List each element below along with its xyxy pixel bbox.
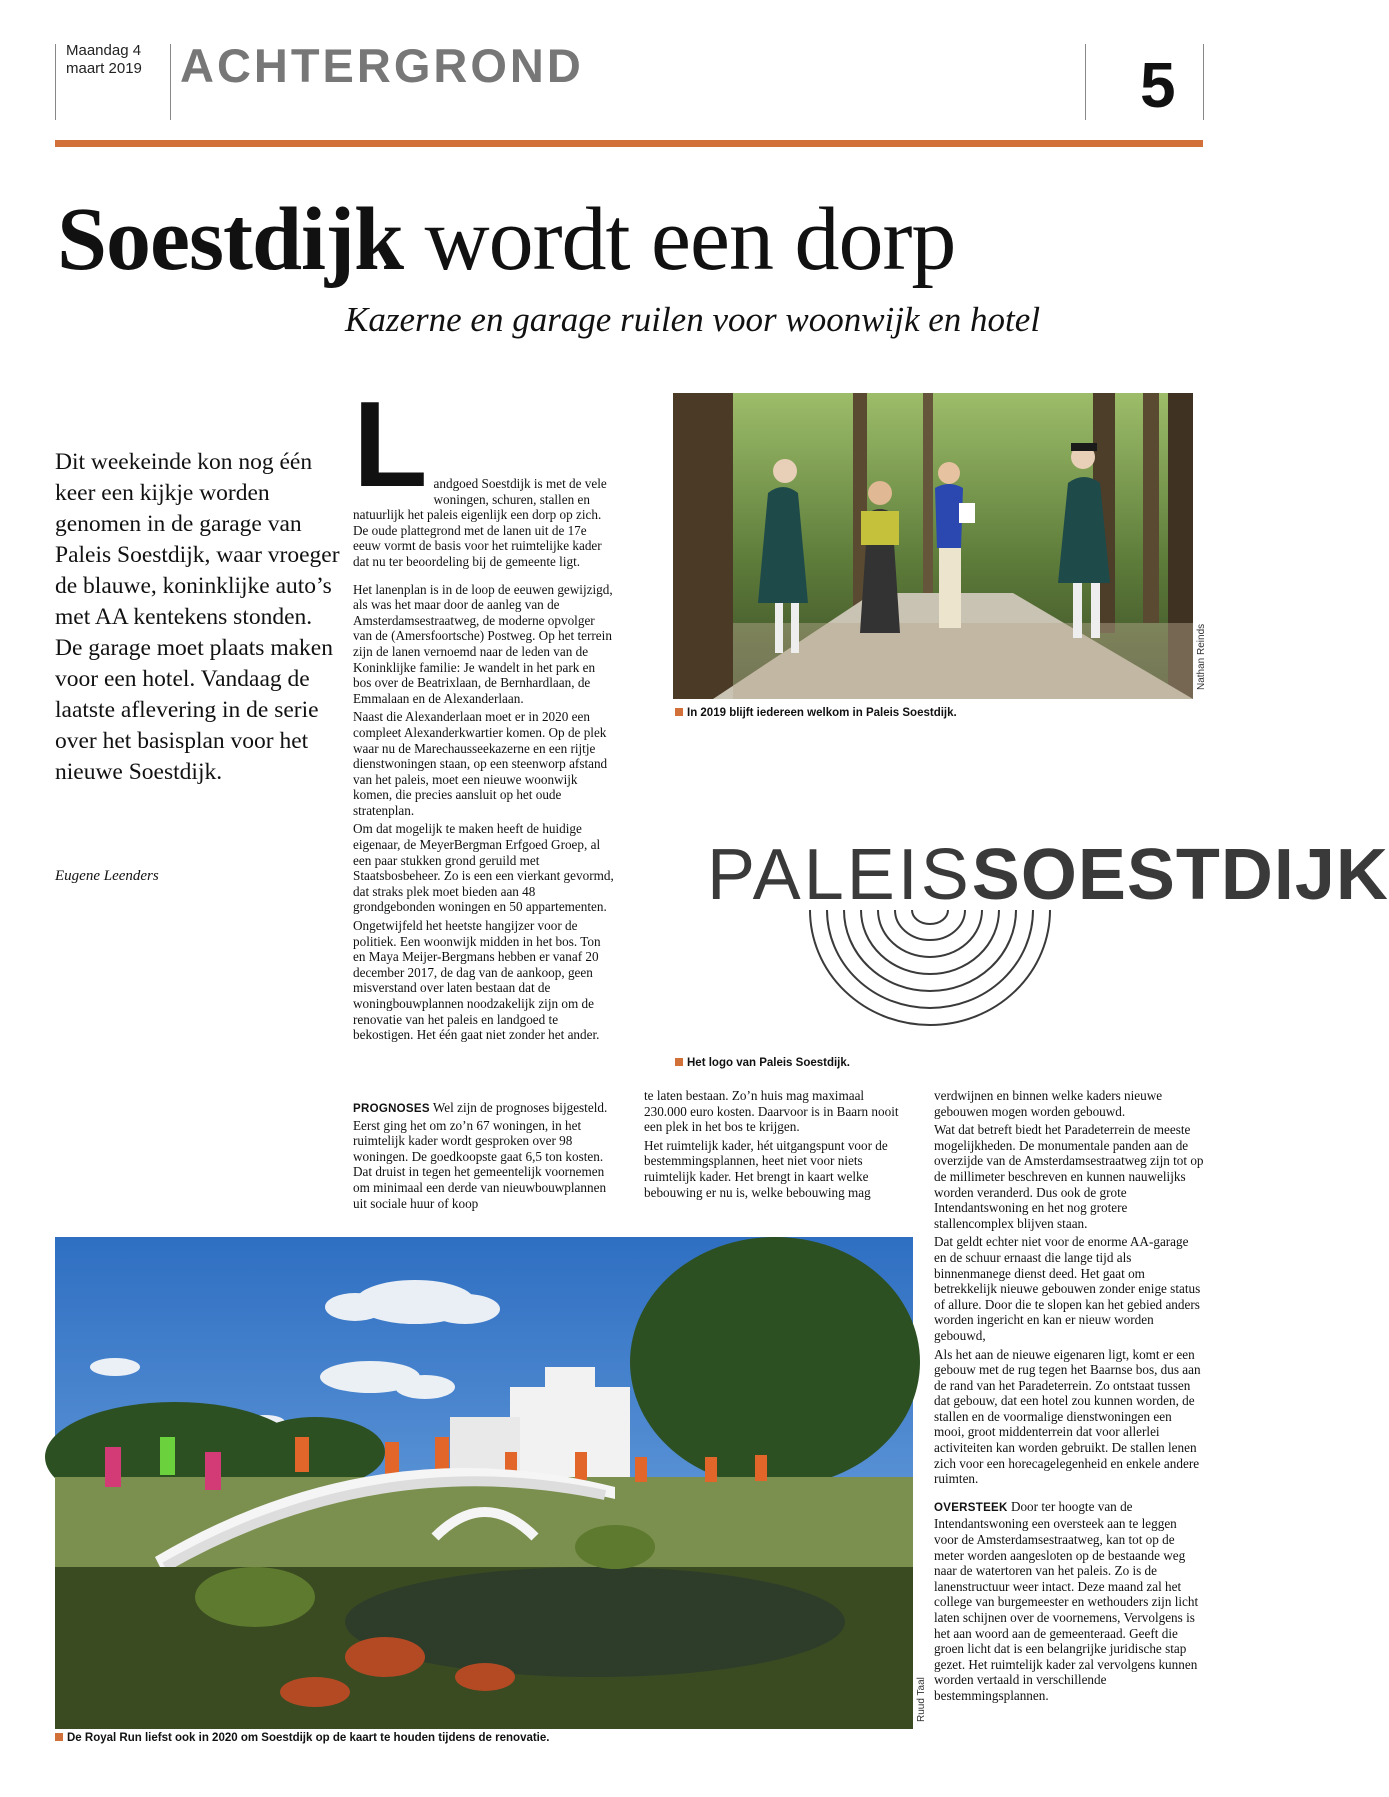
paragraph-text: Door ter hoogte van de Intendantswoning een oversteek aan te leggen voor de Amsterdamsestraatweg, kan tot op de meter worden aangesloten op de bestaande weg naar de watertoren van het paleis. Zo is de lanenstructuur weer intact. Deze maand zal het college van burgemeester en wethouders zijn licht laten schijnen over de voornemens, Vervolgens is het aan woord aan de gemeenteraad. Geeft die groen licht dat is een belangrijke juridische stap gezet. Het ruimtelijk kader zal vervolgens kunnen worden vertaald in verschillende bestemmingsplannen. — [934, 1498, 1199, 1703]
paragraph: Het lanenplan is in de loop de eeuwen gewijzigd, als was het maar door de aanleg van de Amsterdamsestraatweg, de moderne opvolger van de (Amersfoortsche) Postweg. Op het terrein zijn de lanen vernoemd naar de leden van de Koninklijke familie: Je wandelt in het park en bos over de Beatrixlaan, de Bernhardlaan, de Emmalaan en de Alexanderlaan. — [353, 581, 613, 706]
paragraph: Het ruimtelijk kader, hét uitgangspunt voor de bestemmingsplannen, heet niet voor niets ruimtelijk kader. Het brengt in kaart welke bebouwing er nu is, welke bebouwing mag — [644, 1137, 888, 1200]
photo-credit: Ruud Taal — [916, 1677, 927, 1722]
intro-text: Dit weekeinde kon nog één keer een kijkje worden genomen in de garage van Paleis Soestdijk, waar vroeger de blauwe, koninklijke auto’s met AA kentekens stonden. De garage moet plaats maken voor een hotel. Vandaag de laatste aflevering in de serie over het basisplan voor het nieuwe Soestdijk. — [55, 449, 340, 785]
headline-rest: wordt een dorp — [424, 190, 956, 289]
paragraph: Als het aan de nieuwe eigenaren ligt, komt er een gebouw met de rug tegen het Baarnse bos, dus aan de rand van het Paradeterrein. Zo ontstaat tussen dat gebouw, dat een hotel zou kunnen worden, de stallen en de voormalige dienstwoningen een mooi, groot middenterrein dat voor allerlei activiteiten kan worden gebruikt. De stallen lenen zich voor een horecagelegenheid en enkele andere ruimten. — [934, 1346, 1201, 1487]
article-column-3 — [644, 1088, 907, 1203]
photo-forest-illustration — [673, 393, 1193, 699]
paragraph: Ongetwijfeld het heetste hangijzer voor de politiek. Een woonwijk midden in het bos. Ton en Maya Meijer-Bergmans hebben er vanaf 20 december 2017, de dag van de aankoop, geen misverstand over laten bestaan dat de woningbouwplannen noodzakelijk zijn om de renovatie van het paleis en landgoed te bekostigen. Het één gaat niet zonder het ander. — [353, 918, 601, 1043]
logo-word: PALEIS — [707, 835, 972, 915]
caption-text: Het logo van Paleis Soestdijk. — [687, 1057, 850, 1069]
paragraph: verdwijnen en binnen welke kaders nieuwe gebouwen mogen worden gebouwd. — [934, 1088, 1163, 1119]
paragraph: Om dat mogelijk te maken heeft de huidige eigenaar, de MeyerBergman Erfgoed Groep, al een paar stukken grond geruild met Staatsbosbeheer. Zo is een een vierkant gevormd, dat straks plek moet bieden aan 48 grondgebonden woningen en 50 appartementen. — [353, 821, 614, 915]
subheadline: Kazerne en garage ruilen voor woonwijk en hotel — [345, 300, 1041, 339]
header-divider — [1085, 44, 1086, 120]
subhead-lead: OVERSTEEK — [934, 1501, 1008, 1514]
article-column-4 — [934, 1088, 1204, 1707]
caption-marker — [675, 1058, 683, 1066]
photo-forest-visitors — [673, 393, 1193, 699]
paragraph — [353, 1100, 616, 1211]
paragraph: andgoed Soestdijk is met de vele woningen, schuren, stallen en natuurlijk het paleis eigenlijk een dorp op zich. De oude plattegrond met de lanen uit de 17e eeuw vormt de basis voor het ruimtelijke kader dat nu ter beoordeling bij de gemeente ligt. — [353, 476, 607, 569]
header-divider — [55, 44, 56, 120]
section-title: ACHTERGROND — [180, 39, 584, 92]
headline-bold: Soestdijk — [57, 190, 404, 289]
logo-arcs-icon — [805, 905, 1055, 1025]
logo-caption — [675, 1057, 850, 1069]
logo-word: SOESTDIJK — [971, 835, 1389, 915]
photo-run-illustration — [55, 1237, 913, 1729]
paragraph: Dat geldt echter niet voor de enorme AA-garage en de schuur ernaast die lange tijd als binnenmanege dienst deed. Het gaat om betrekkelijk nieuwe gebouwen zonder enige status of allure. Door die te slopen kan het gebied anders worden ingericht en kan er nieuw worden gebouwd, — [934, 1234, 1201, 1343]
photo-royal-run — [55, 1237, 913, 1729]
paragraph-text: Wel zijn de prognoses bijgesteld. Eerst ging het om zo’n 67 woningen, in het ruimtelijk kader wordt gesproken over 98 woningen. De goedkoopste gaat 6,5 ton kosten. Dat druist in tegen het gemeentelijk voornemen om minimaal een derde van nieuwbouwplannen uit sociale huur of koop — [353, 1100, 608, 1211]
paleis-soestdijk-logo — [707, 835, 1389, 915]
photo-credit: Nathan Reinds — [1196, 623, 1207, 690]
paragraph: Naast die Alexanderlaan moet er in 2020 een compleet Alexanderkwartier komen. Op de plek waar nu de Marechausseekazerne en een rijtje dienstwoningen staan, op een steenworp afstand van het paleis, moet een nieuwe woonwijk komen, die precies aansluit op het oude stratenplan. — [353, 709, 608, 818]
header-divider — [170, 44, 171, 120]
subhead-lead: PROGNOSES — [353, 1103, 430, 1115]
photo-caption — [55, 1732, 549, 1744]
caption-marker — [675, 708, 683, 716]
headline — [57, 192, 955, 288]
caption-text: In 2019 blijft iedereen welkom in Paleis Soestdijk. — [687, 707, 957, 719]
paragraph: te laten bestaan. Zo’n huis mag maximaal 230.000 euro kosten. Daarvoor is in Baarn nooit een plek in het bos te krijgen. — [644, 1088, 899, 1135]
article-column-2 — [353, 1100, 616, 1214]
header-divider — [1203, 44, 1204, 120]
drop-cap: L — [353, 376, 428, 512]
caption-marker — [55, 1733, 63, 1741]
article-column-1 — [353, 376, 616, 1046]
paragraph: Wat dat betreft biedt het Paradeterrein de meeste mogelijkheden. De monumentale panden aan de overzijde van de Amsterdamsestraatweg zijn tot op de millimeter beschreven en kunnen nauwelijks worden veranderd. Dus ook de grote Intendantswoning en het nog grotere stallencomplex blijven staan. — [934, 1122, 1204, 1231]
photo-caption — [675, 707, 957, 719]
header-rule — [55, 140, 1203, 147]
caption-text: De Royal Run liefst ook in 2020 om Soestdijk op de kaart te houden tijdens de renovatie. — [67, 1732, 550, 1744]
author-byline: Eugene Leenders — [55, 868, 159, 884]
publication-date: Maandag 4 maart 2019 — [66, 42, 142, 77]
paragraph — [934, 1499, 1204, 1704]
page-number: 5 — [1140, 49, 1176, 121]
